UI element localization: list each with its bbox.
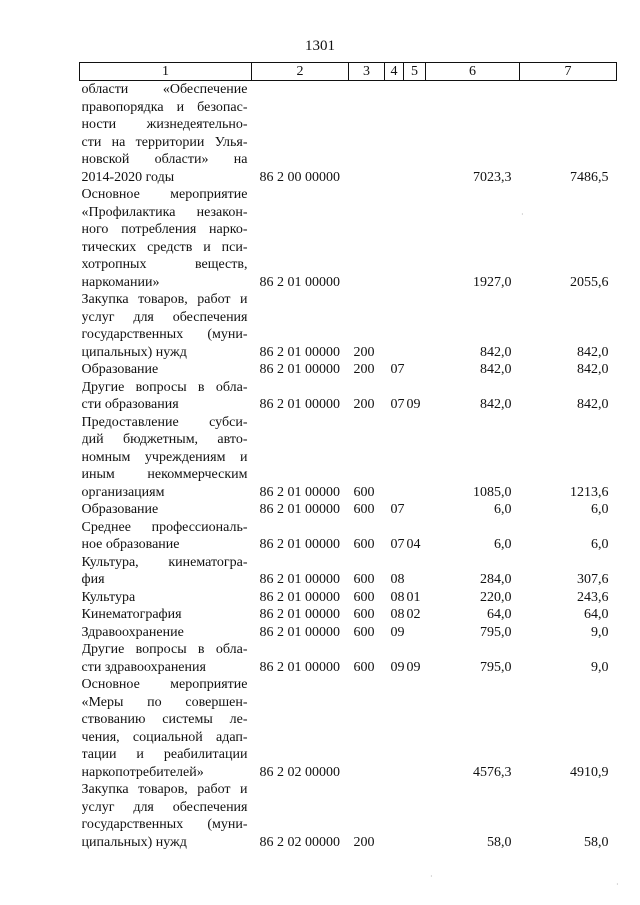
amount-col7-cell: [520, 606, 617, 624]
expense-type-cell: [349, 606, 385, 624]
target-code-cell: [252, 186, 349, 291]
section-cell-value: [391, 274, 404, 292]
amount-col6-cell-value: 1927,0: [473, 274, 512, 290]
expense-type-cell: [349, 676, 385, 781]
item-name-cell: [80, 186, 252, 291]
item-name-line: ципальных) нужд: [81, 834, 187, 850]
subsection-cell: [404, 379, 426, 414]
section-cell-value: [391, 169, 404, 187]
item-name-line: Другие вопросы в обла-: [81, 379, 248, 395]
expense-type-cell-value: 600: [353, 502, 375, 517]
target-code-cell: [252, 781, 349, 851]
item-name-line: Основное мероприятие: [81, 187, 248, 202]
target-code-cell-value: 86 2 01 00000: [259, 362, 340, 377]
subsection-cell-value: 09: [406, 659, 421, 675]
section-cell-value: 07: [390, 537, 405, 552]
amount-col6-cell-value: 220,0: [480, 589, 512, 605]
header-cell: 3: [349, 63, 385, 81]
item-name-line: ное образование: [81, 537, 180, 552]
amount-col7-cell-value: 9,0: [591, 624, 609, 640]
subsection-cell-value: 04: [406, 537, 421, 552]
item-name-line: «Меры по совершен-: [81, 694, 248, 710]
item-name-line: «Профилактика незакон-: [81, 204, 248, 220]
item-name-line: новской области» на: [81, 152, 248, 167]
item-name-line: фия: [81, 572, 105, 587]
item-name-line: иным некоммерческим: [81, 467, 248, 482]
section-cell: [385, 589, 404, 607]
item-name-line: сти здравоохранения: [81, 659, 206, 675]
amount-col7-cell: [520, 379, 617, 414]
item-name-line: Образование: [81, 362, 159, 377]
expense-type-cell: [349, 781, 385, 851]
target-code-cell-value: 86 2 01 00000: [259, 502, 340, 517]
target-code-cell: [252, 379, 349, 414]
amount-col7-cell-value: 7486,5: [570, 169, 609, 185]
item-name-cell: [80, 291, 252, 361]
section-cell-value: 08: [390, 589, 405, 605]
table-row: [80, 676, 617, 781]
amount-col6-cell: [426, 186, 520, 291]
target-code-cell: [252, 519, 349, 554]
amount-col6-cell: [426, 624, 520, 642]
section-cell: [385, 186, 404, 291]
target-code-cell-value: 86 2 01 00000: [259, 589, 340, 605]
expense-type-cell-value: 600: [353, 589, 375, 605]
subsection-cell: [404, 81, 426, 187]
amount-col6-cell: [426, 379, 520, 414]
amount-col7-cell: [520, 81, 617, 187]
item-name-line: Основное мероприятие: [81, 677, 248, 692]
amount-col6-cell: [426, 519, 520, 554]
section-cell-value: 07: [390, 397, 405, 412]
expense-type-cell: [349, 361, 385, 379]
item-name-line: государственных (муни-: [81, 817, 248, 832]
table-row: [80, 519, 617, 554]
item-name-line: Культура, кинематогра-: [81, 554, 248, 570]
item-name-line: наркопотребителей»: [81, 764, 204, 780]
page-number: 1301: [305, 38, 335, 54]
item-name-cell: [80, 624, 252, 642]
expense-type-cell-value: 200: [353, 834, 375, 850]
section-cell-value: [391, 484, 404, 502]
amount-col7-cell: [520, 641, 617, 676]
table-row: [80, 501, 617, 519]
scan-speck: ·: [430, 872, 433, 881]
subsection-cell-value: [407, 361, 426, 379]
amount-col6-cell-value: 7023,3: [473, 169, 512, 185]
amount-col7-cell-value: 6,0: [591, 502, 609, 517]
target-code-cell: [252, 676, 349, 781]
item-name-line: дий бюджетным, авто-: [81, 432, 248, 447]
section-cell: [385, 379, 404, 414]
item-name-cell: [80, 606, 252, 624]
item-name-line: сти образования: [81, 397, 179, 412]
item-name-line: Закупка товаров, работ и: [81, 292, 248, 307]
section-cell: [385, 781, 404, 851]
target-code-cell: [252, 589, 349, 607]
expense-type-cell: [349, 641, 385, 676]
section-cell-value: [391, 344, 404, 362]
expense-type-cell-value: [354, 169, 385, 187]
subsection-cell-value: [407, 764, 426, 782]
expense-type-cell-value: 600: [353, 537, 375, 552]
expense-type-cell: [349, 81, 385, 187]
amount-col6-cell-value: 795,0: [480, 659, 512, 675]
amount-col7-cell: [520, 186, 617, 291]
subsection-cell: [404, 186, 426, 291]
item-name-cell: [80, 379, 252, 414]
item-name-cell: [80, 81, 252, 187]
amount-col7-cell-value: 842,0: [577, 344, 609, 360]
target-code-cell: [252, 414, 349, 502]
section-cell: [385, 554, 404, 589]
expense-type-cell-value: 200: [353, 362, 375, 377]
subsection-cell: [404, 624, 426, 642]
amount-col6-cell-value: 6,0: [494, 537, 512, 552]
section-cell: [385, 501, 404, 519]
target-code-cell-value: 86 2 01 00000: [259, 344, 340, 360]
table-row: [80, 781, 617, 851]
item-name-line: Закупка товаров, работ и: [81, 782, 248, 797]
subsection-cell: [404, 361, 426, 379]
table-row: [80, 414, 617, 502]
subsection-cell: [404, 554, 426, 589]
item-name-line: Среднее профессиональ-: [81, 519, 248, 535]
amount-col7-cell: [520, 414, 617, 502]
table-row: [80, 186, 617, 291]
item-name-line: области «Обеспечение: [81, 82, 248, 97]
section-cell-value: 09: [390, 659, 405, 675]
expense-type-cell-value: 200: [353, 397, 375, 412]
amount-col6-cell: [426, 414, 520, 502]
subsection-cell-value: [407, 501, 426, 519]
expense-type-cell: [349, 589, 385, 607]
target-code-cell: [252, 624, 349, 642]
subsection-cell: [404, 676, 426, 781]
amount-col6-cell: [426, 501, 520, 519]
expense-type-cell: [349, 186, 385, 291]
amount-col7-cell-value: 2055,6: [570, 274, 609, 290]
amount-col7-cell: [520, 554, 617, 589]
item-name-line: наркомании»: [81, 274, 160, 290]
table-row: [80, 379, 617, 414]
header-cell: 5: [404, 63, 426, 81]
target-code-cell: [252, 81, 349, 187]
section-cell-value: 07: [390, 362, 405, 377]
amount-col6-cell-value: 842,0: [480, 362, 512, 377]
amount-col7-cell-value: 243,6: [577, 589, 609, 605]
target-code-cell-value: 86 2 01 00000: [259, 484, 340, 500]
expense-type-cell-value: 600: [353, 484, 375, 500]
amount-col7-cell-value: 64,0: [584, 607, 609, 622]
table-row: [80, 589, 617, 607]
target-code-cell: [252, 641, 349, 676]
expense-type-cell: [349, 519, 385, 554]
amount-col7-cell-value: 4910,9: [570, 764, 609, 780]
item-name-line: хотропных веществ,: [81, 257, 248, 272]
expense-type-cell: [349, 379, 385, 414]
target-code-cell-value: 86 2 01 00000: [259, 607, 340, 622]
item-name-cell: [80, 589, 252, 607]
subsection-cell: [404, 606, 426, 624]
section-cell: [385, 414, 404, 502]
section-cell: [385, 291, 404, 361]
budget-table: [79, 62, 617, 851]
amount-col7-cell: [520, 361, 617, 379]
scan-speck: ·: [521, 210, 524, 219]
target-code-cell: [252, 554, 349, 589]
item-name-line: 2014-2020 годы: [81, 169, 175, 185]
table-row: [80, 641, 617, 676]
item-name-line: Другие вопросы в обла-: [81, 642, 248, 657]
amount-col6-cell: [426, 291, 520, 361]
target-code-cell-value: 86 2 01 00000: [259, 572, 340, 587]
section-cell-value: 07: [390, 502, 405, 517]
subsection-cell-value: 01: [406, 589, 421, 605]
amount-col7-cell: [520, 781, 617, 851]
scan-speck: ·: [616, 880, 619, 889]
amount-col6-cell-value: 64,0: [487, 607, 512, 622]
item-name-line: Образование: [81, 502, 159, 517]
section-cell-value: 08: [390, 572, 405, 587]
amount-col7-cell-value: 1213,6: [570, 484, 609, 500]
table-body: [80, 81, 617, 852]
amount-col6-cell-value: 4576,3: [473, 764, 512, 780]
item-name-cell: [80, 414, 252, 502]
item-name-line: тических средств и пси-: [81, 239, 248, 255]
item-name-line: сти на территории Улья-: [81, 134, 248, 150]
amount-col7-cell-value: 842,0: [577, 362, 609, 377]
table-row: [80, 606, 617, 624]
item-name-cell: [80, 676, 252, 781]
item-name-line: государственных (муни-: [81, 327, 248, 342]
item-name-line: чения, социальной адап-: [81, 729, 248, 745]
section-cell: [385, 81, 404, 187]
expense-type-cell-value: 600: [353, 607, 375, 622]
expense-type-cell: [349, 291, 385, 361]
amount-col6-cell-value: 284,0: [480, 572, 512, 587]
amount-col7-cell: [520, 676, 617, 781]
amount-col6-cell-value: 842,0: [480, 397, 512, 412]
item-name-line: услуг для обеспечения: [81, 309, 248, 325]
amount-col6-cell-value: 58,0: [487, 834, 512, 850]
header-row: [80, 63, 617, 81]
item-name-line: ного потребления нарко-: [81, 222, 248, 237]
item-name-line: номным учреждениям и: [81, 449, 248, 465]
amount-col7-cell: [520, 624, 617, 642]
subsection-cell: [404, 414, 426, 502]
header-cell: 6: [426, 63, 520, 81]
subsection-cell: [404, 589, 426, 607]
amount-col6-cell: [426, 641, 520, 676]
item-name-line: Предоставление субси-: [81, 414, 248, 430]
target-code-cell-value: 86 2 01 00000: [259, 274, 340, 290]
table-row: [80, 361, 617, 379]
section-cell: [385, 641, 404, 676]
subsection-cell: [404, 781, 426, 851]
expense-type-cell: [349, 414, 385, 502]
amount-col7-cell: [520, 519, 617, 554]
subsection-cell-value: [407, 834, 426, 852]
amount-col6-cell: [426, 361, 520, 379]
amount-col7-cell: [520, 589, 617, 607]
amount-col6-cell: [426, 606, 520, 624]
subsection-cell: [404, 519, 426, 554]
section-cell-value: [391, 764, 404, 782]
amount-col7-cell-value: 842,0: [577, 397, 609, 412]
item-name-cell: [80, 554, 252, 589]
amount-col7-cell-value: 58,0: [584, 834, 609, 850]
expense-type-cell-value: [354, 764, 385, 782]
item-name-cell: [80, 519, 252, 554]
amount-col6-cell: [426, 589, 520, 607]
amount-col6-cell-value: 1085,0: [473, 484, 512, 500]
header-cell: 1: [80, 63, 252, 81]
subsection-cell-value: [407, 624, 426, 642]
section-cell: [385, 361, 404, 379]
subsection-cell-value: [407, 169, 426, 187]
amount-col7-cell: [520, 291, 617, 361]
subsection-cell-value: 09: [406, 397, 421, 412]
item-name-line: ципальных) нужд: [81, 344, 187, 360]
amount-col6-cell-value: 795,0: [480, 624, 512, 640]
item-name-line: ности жизнедеятельно-: [81, 117, 248, 132]
item-name-line: Кинематография: [81, 607, 182, 622]
subsection-cell: [404, 641, 426, 676]
item-name-line: тации и реабилитации: [81, 747, 248, 762]
table-row: [80, 624, 617, 642]
item-name-line: Культура: [81, 589, 136, 605]
amount-col6-cell-value: 842,0: [480, 344, 512, 360]
subsection-cell-value: [407, 571, 426, 589]
section-cell: [385, 624, 404, 642]
expense-type-cell-value: 600: [353, 624, 375, 640]
target-code-cell-value: 86 2 02 00000: [259, 764, 340, 780]
table-row: [80, 291, 617, 361]
subsection-cell: [404, 291, 426, 361]
amount-col6-cell-value: 6,0: [494, 502, 512, 517]
amount-col7-cell-value: 307,6: [577, 572, 609, 587]
target-code-cell: [252, 291, 349, 361]
section-cell-value: [391, 834, 404, 852]
section-cell: [385, 606, 404, 624]
item-name-line: ствованию системы ле-: [81, 712, 248, 727]
amount-col7-cell-value: 9,0: [591, 659, 609, 675]
target-code-cell: [252, 361, 349, 379]
target-code-cell-value: 86 2 00 00000: [259, 169, 340, 185]
target-code-cell-value: 86 2 01 00000: [259, 624, 340, 640]
item-name-line: организациям: [81, 484, 165, 500]
expense-type-cell-value: 600: [353, 572, 375, 587]
amount-col6-cell: [426, 81, 520, 187]
target-code-cell-value: 86 2 01 00000: [259, 397, 340, 412]
subsection-cell-value: 02: [406, 607, 421, 622]
item-name-cell: [80, 641, 252, 676]
item-name-line: услуг для обеспечения: [81, 799, 248, 815]
item-name-cell: [80, 501, 252, 519]
expense-type-cell: [349, 554, 385, 589]
item-name-line: правопорядка и безопас-: [81, 99, 248, 115]
expense-type-cell-value: 600: [353, 659, 375, 675]
table-row: [80, 81, 617, 187]
item-name-cell: [80, 781, 252, 851]
target-code-cell: [252, 501, 349, 519]
amount-col6-cell: [426, 554, 520, 589]
expense-type-cell: [349, 624, 385, 642]
amount-col7-cell-value: 6,0: [591, 537, 609, 552]
target-code-cell-value: 86 2 01 00000: [259, 659, 340, 675]
target-code-cell-value: 86 2 02 00000: [259, 834, 340, 850]
header-cell: 4: [385, 63, 404, 81]
amount-col7-cell: [520, 501, 617, 519]
section-cell: [385, 676, 404, 781]
subsection-cell-value: [407, 274, 426, 292]
item-name-line: Здравоохранение: [81, 624, 184, 640]
expense-type-cell-value: [354, 274, 385, 292]
expense-type-cell: [349, 501, 385, 519]
header-cell: 2: [252, 63, 349, 81]
header-cell: 7: [520, 63, 617, 81]
amount-col6-cell: [426, 781, 520, 851]
subsection-cell: [404, 501, 426, 519]
target-code-cell-value: 86 2 01 00000: [259, 537, 340, 552]
target-code-cell: [252, 606, 349, 624]
subsection-cell-value: [407, 484, 426, 502]
table-row: [80, 554, 617, 589]
section-cell-value: 08: [390, 607, 405, 622]
subsection-cell-value: [407, 344, 426, 362]
section-cell: [385, 519, 404, 554]
item-name-cell: [80, 361, 252, 379]
expense-type-cell-value: 200: [353, 344, 375, 360]
amount-col6-cell: [426, 676, 520, 781]
section-cell-value: 09: [390, 624, 405, 640]
